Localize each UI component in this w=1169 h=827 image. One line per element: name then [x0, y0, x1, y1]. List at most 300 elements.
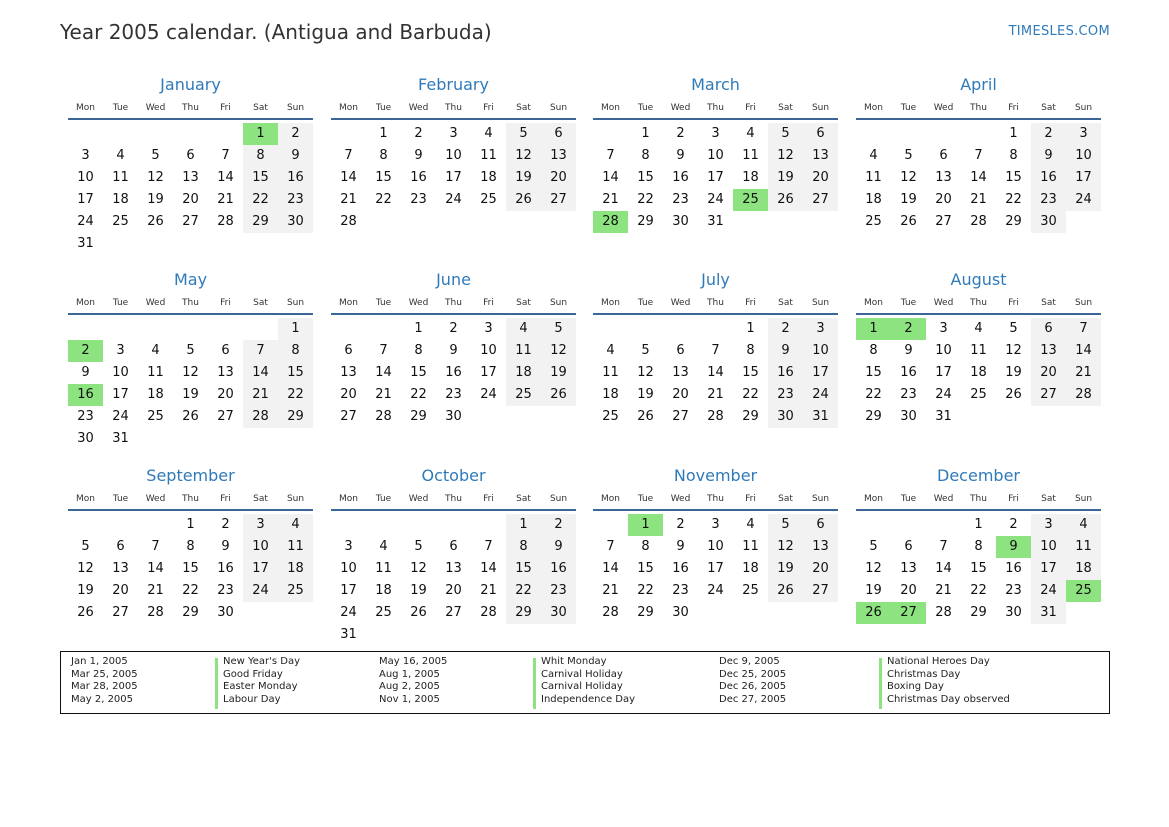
- weekday-label: Mon: [339, 103, 358, 113]
- weekday-label: Thu: [182, 494, 199, 504]
- day-cell: 15: [742, 365, 759, 380]
- day-cell: 18: [602, 387, 619, 402]
- day-cell: 27: [803, 580, 838, 602]
- weekday-label: Tue: [637, 103, 654, 113]
- day-cell: 18: [278, 558, 313, 580]
- empty-cell: [103, 514, 138, 536]
- day-cell: 23: [672, 583, 689, 598]
- weekday-label: Sun: [811, 494, 830, 504]
- weekday-header: [856, 98, 1101, 120]
- day-cell: 16: [278, 167, 313, 189]
- day-cell: 14: [217, 170, 234, 185]
- weekday-label: Thu: [445, 494, 462, 504]
- day-cell: 6: [541, 123, 576, 145]
- month-name: October: [421, 466, 486, 485]
- weekday-label: Sat: [778, 103, 793, 113]
- day-cell: 15: [182, 561, 199, 576]
- day-cell: 31: [935, 409, 952, 424]
- holiday-day-cell: 2: [68, 340, 103, 362]
- day-cell: 29: [506, 602, 541, 624]
- day-cell: 9: [768, 340, 803, 362]
- day-cell: 23: [541, 580, 576, 602]
- weekday-label: Sun: [1074, 298, 1093, 308]
- day-cell: 4: [379, 539, 388, 554]
- holiday-name: Christmas Day: [887, 668, 961, 680]
- day-cell: 22: [865, 387, 882, 402]
- day-cell: 19: [541, 362, 576, 384]
- holiday-color-bar: [533, 658, 536, 709]
- holiday-dates-column: [71, 656, 138, 706]
- day-cell: 24: [803, 384, 838, 406]
- day-cell: 28: [217, 214, 234, 229]
- weekday-header: [856, 293, 1101, 315]
- day-cell: 18: [112, 192, 129, 207]
- day-cell: 21: [970, 192, 987, 207]
- weekday-label: Tue: [112, 494, 129, 504]
- day-cell: 17: [1031, 558, 1066, 580]
- day-cell: 12: [182, 365, 199, 380]
- day-cell: 27: [803, 189, 838, 211]
- weekday-label: Thu: [707, 494, 724, 504]
- month-february: [331, 74, 576, 233]
- day-cell: 7: [974, 148, 983, 163]
- day-grid: [68, 120, 313, 255]
- day-cell: 5: [151, 148, 160, 163]
- day-cell: 3: [81, 148, 90, 163]
- day-cell: 5: [1009, 321, 1018, 336]
- day-cell: 31: [1031, 602, 1066, 624]
- day-cell: 3: [449, 126, 458, 141]
- day-cell: 28: [147, 605, 164, 620]
- day-cell: 17: [707, 561, 724, 576]
- day-cell: 6: [1031, 318, 1066, 340]
- empty-cell: [208, 318, 243, 340]
- day-cell: 7: [1066, 318, 1101, 340]
- day-cell: 2: [768, 318, 803, 340]
- day-cell: 10: [243, 536, 278, 558]
- day-cell: 18: [865, 192, 882, 207]
- day-cell: 16: [900, 365, 917, 380]
- day-cell: 21: [340, 192, 357, 207]
- day-grid: [856, 511, 1101, 624]
- day-cell: 7: [151, 539, 160, 554]
- day-cell: 7: [606, 539, 615, 554]
- weekday-label: Tue: [112, 298, 129, 308]
- day-cell: 22: [637, 583, 654, 598]
- weekday-label: Mon: [601, 103, 620, 113]
- empty-cell: [243, 318, 278, 340]
- holiday-date: Mar 25, 2005: [71, 668, 138, 680]
- empty-cell: [698, 318, 733, 340]
- weekday-label: Wed: [145, 494, 166, 504]
- day-cell: 7: [484, 539, 493, 554]
- weekday-label: Sat: [778, 298, 793, 308]
- day-cell: 25: [480, 192, 497, 207]
- holiday-day-cell: 25: [733, 189, 768, 211]
- day-cell: 24: [112, 409, 129, 424]
- day-cell: 1: [379, 126, 388, 141]
- day-cell: 23: [672, 192, 689, 207]
- day-cell: 21: [480, 583, 497, 598]
- day-cell: 18: [742, 170, 759, 185]
- day-cell: 26: [506, 189, 541, 211]
- day-cell: 29: [243, 211, 278, 233]
- weekday-label: Tue: [637, 298, 654, 308]
- day-cell: 1: [1009, 126, 1018, 141]
- weekday-label: Sat: [516, 298, 531, 308]
- day-cell: 28: [480, 605, 497, 620]
- holiday-date: Dec 25, 2005: [719, 668, 787, 680]
- day-cell: 30: [672, 605, 689, 620]
- day-cell: 9: [81, 365, 90, 380]
- weekday-label: Fri: [745, 494, 756, 504]
- day-cell: 24: [707, 583, 724, 598]
- day-cell: 24: [77, 214, 94, 229]
- holiday-date: May 2, 2005: [71, 693, 134, 705]
- day-cell: 4: [869, 148, 878, 163]
- day-cell: 28: [707, 409, 724, 424]
- day-cell: 26: [768, 189, 803, 211]
- day-cell: 16: [768, 362, 803, 384]
- holiday-day-cell: 26: [856, 602, 891, 624]
- weekday-label: Sat: [1041, 103, 1056, 113]
- empty-cell: [68, 514, 103, 536]
- day-cell: 5: [869, 539, 878, 554]
- weekday-header: [856, 489, 1101, 511]
- weekday-label: Wed: [670, 103, 691, 113]
- holiday-name: Easter Monday: [223, 681, 298, 693]
- holiday-date: Dec 9, 2005: [719, 656, 780, 667]
- day-cell: 9: [278, 145, 313, 167]
- day-cell: 28: [970, 214, 987, 229]
- weekday-label: Fri: [483, 494, 494, 504]
- day-cell: 8: [746, 343, 755, 358]
- day-cell: 1: [746, 321, 755, 336]
- day-cell: 9: [676, 539, 685, 554]
- day-cell: 30: [900, 409, 917, 424]
- day-cell: 2: [676, 126, 685, 141]
- holiday-date: Mar 28, 2005: [71, 681, 138, 693]
- weekday-label: Mon: [864, 298, 883, 308]
- day-cell: 22: [410, 387, 427, 402]
- month-name: July: [701, 270, 730, 289]
- weekday-label: Mon: [76, 494, 95, 504]
- day-cell: 21: [935, 583, 952, 598]
- day-cell: 18: [147, 387, 164, 402]
- calendar-grid: [68, 74, 1102, 644]
- day-cell: 30: [672, 214, 689, 229]
- day-cell: 14: [707, 365, 724, 380]
- day-cell: 1: [974, 517, 983, 532]
- day-cell: 21: [147, 583, 164, 598]
- holiday-name: New Year's Day: [223, 656, 301, 667]
- weekday-label: Sat: [253, 103, 268, 113]
- weekday-label: Mon: [601, 298, 620, 308]
- weekday-label: Sun: [811, 298, 830, 308]
- day-cell: 25: [375, 605, 392, 620]
- month-november: [593, 465, 838, 624]
- weekday-label: Tue: [637, 494, 654, 504]
- day-grid: [856, 120, 1101, 233]
- day-cell: 8: [506, 536, 541, 558]
- weekday-label: Fri: [1008, 298, 1019, 308]
- weekday-label: Wed: [933, 103, 954, 113]
- day-cell: 6: [449, 539, 458, 554]
- day-cell: 22: [637, 192, 654, 207]
- day-cell: 27: [340, 409, 357, 424]
- day-cell: 11: [742, 539, 759, 554]
- month-name: June: [436, 270, 471, 289]
- weekday-label: Mon: [76, 103, 95, 113]
- day-cell: 5: [904, 148, 913, 163]
- day-cell: 31: [340, 627, 357, 642]
- empty-cell: [926, 123, 961, 145]
- day-cell: 21: [602, 192, 619, 207]
- day-grid: [856, 315, 1101, 428]
- day-cell: 6: [186, 148, 195, 163]
- empty-cell: [173, 123, 208, 145]
- empty-cell: [68, 123, 103, 145]
- day-cell: 23: [1031, 189, 1066, 211]
- day-cell: 4: [606, 343, 615, 358]
- day-cell: 14: [970, 170, 987, 185]
- day-cell: 20: [340, 387, 357, 402]
- day-cell: 24: [480, 387, 497, 402]
- day-cell: 31: [77, 236, 94, 251]
- day-cell: 16: [1005, 561, 1022, 576]
- day-cell: 17: [707, 170, 724, 185]
- day-cell: 25: [506, 384, 541, 406]
- weekday-label: Sat: [253, 494, 268, 504]
- day-cell: 13: [445, 561, 462, 576]
- weekday-label: Sun: [811, 103, 830, 113]
- day-cell: 4: [278, 514, 313, 536]
- day-cell: 18: [506, 362, 541, 384]
- day-cell: 9: [1031, 145, 1066, 167]
- month-name: December: [937, 466, 1020, 485]
- day-cell: 31: [803, 406, 838, 428]
- day-cell: 7: [606, 148, 615, 163]
- weekday-label: Wed: [670, 494, 691, 504]
- day-cell: 17: [112, 387, 129, 402]
- day-grid: [68, 511, 313, 624]
- day-cell: 8: [641, 148, 650, 163]
- weekday-label: Fri: [220, 298, 231, 308]
- day-cell: 26: [410, 605, 427, 620]
- day-cell: 2: [449, 321, 458, 336]
- day-cell: 3: [243, 514, 278, 536]
- empty-cell: [173, 318, 208, 340]
- holiday-date: May 16, 2005: [379, 656, 448, 667]
- empty-cell: [68, 318, 103, 340]
- weekday-label: Fri: [745, 103, 756, 113]
- day-cell: 22: [182, 583, 199, 598]
- day-cell: 24: [1066, 189, 1101, 211]
- day-cell: 9: [414, 148, 423, 163]
- day-cell: 8: [974, 539, 983, 554]
- weekday-label: Sun: [549, 298, 568, 308]
- day-cell: 23: [900, 387, 917, 402]
- empty-cell: [926, 514, 961, 536]
- day-cell: 16: [541, 558, 576, 580]
- day-cell: 13: [803, 536, 838, 558]
- weekday-label: Fri: [483, 298, 494, 308]
- day-cell: 27: [217, 409, 234, 424]
- day-cell: 27: [541, 189, 576, 211]
- month-september: [68, 465, 313, 624]
- empty-cell: [593, 514, 628, 536]
- holiday-day-cell: 1: [856, 318, 891, 340]
- day-cell: 2: [221, 517, 230, 532]
- empty-cell: [891, 123, 926, 145]
- day-cell: 10: [803, 340, 838, 362]
- day-cell: 5: [506, 123, 541, 145]
- day-cell: 19: [147, 192, 164, 207]
- day-cell: 26: [182, 409, 199, 424]
- month-name: January: [160, 75, 221, 94]
- day-cell: 13: [112, 561, 129, 576]
- day-cell: 10: [77, 170, 94, 185]
- day-cell: 5: [768, 514, 803, 536]
- day-cell: 20: [900, 583, 917, 598]
- weekday-label: Sat: [516, 103, 531, 113]
- day-cell: 10: [935, 343, 952, 358]
- day-cell: 25: [742, 583, 759, 598]
- day-cell: 27: [112, 605, 129, 620]
- day-cell: 21: [217, 192, 234, 207]
- day-cell: 4: [116, 148, 125, 163]
- weekday-label: Thu: [970, 103, 987, 113]
- day-cell: 15: [637, 561, 654, 576]
- day-cell: 8: [641, 539, 650, 554]
- day-cell: 11: [506, 340, 541, 362]
- day-cell: 28: [243, 406, 278, 428]
- month-october: [331, 465, 576, 646]
- month-january: [68, 74, 313, 255]
- empty-cell: [103, 318, 138, 340]
- holiday-date: Nov 1, 2005: [379, 693, 440, 705]
- day-cell: 3: [711, 126, 720, 141]
- empty-cell: [401, 514, 436, 536]
- weekday-label: Tue: [900, 298, 917, 308]
- holiday-day-cell: 2: [891, 318, 926, 340]
- weekday-label: Tue: [375, 494, 392, 504]
- weekday-label: Mon: [339, 494, 358, 504]
- day-cell: 27: [672, 409, 689, 424]
- day-cell: 21: [707, 387, 724, 402]
- day-cell: 14: [1066, 340, 1101, 362]
- day-cell: 30: [1031, 211, 1066, 233]
- weekday-label: Tue: [375, 298, 392, 308]
- day-cell: 11: [112, 170, 129, 185]
- day-cell: 18: [742, 561, 759, 576]
- day-cell: 14: [602, 170, 619, 185]
- day-cell: 24: [445, 192, 462, 207]
- day-cell: 27: [935, 214, 952, 229]
- day-cell: 8: [278, 340, 313, 362]
- empty-cell: [628, 318, 663, 340]
- day-cell: 12: [1005, 343, 1022, 358]
- holiday-color-bar: [215, 658, 218, 709]
- day-cell: 30: [77, 431, 94, 446]
- day-cell: 3: [803, 318, 838, 340]
- day-cell: 29: [970, 605, 987, 620]
- weekday-label: Sun: [549, 103, 568, 113]
- day-cell: 18: [1066, 558, 1101, 580]
- month-june: [331, 269, 576, 428]
- day-cell: 19: [637, 387, 654, 402]
- day-cell: 18: [970, 365, 987, 380]
- day-cell: 12: [147, 170, 164, 185]
- day-cell: 13: [900, 561, 917, 576]
- day-cell: 8: [243, 145, 278, 167]
- day-cell: 13: [182, 170, 199, 185]
- day-cell: 9: [541, 536, 576, 558]
- site-link[interactable]: TIMESLES.COM: [1008, 24, 1110, 39]
- empty-cell: [366, 318, 401, 340]
- day-cell: 12: [768, 145, 803, 167]
- day-cell: 9: [221, 539, 230, 554]
- holiday-date: Dec 26, 2005: [719, 681, 787, 693]
- weekday-label: Wed: [408, 298, 429, 308]
- day-cell: 7: [221, 148, 230, 163]
- day-cell: 14: [243, 362, 278, 384]
- day-cell: 19: [900, 192, 917, 207]
- day-cell: 19: [77, 583, 94, 598]
- day-cell: 11: [147, 365, 164, 380]
- day-cell: 25: [865, 214, 882, 229]
- empty-cell: [138, 514, 173, 536]
- day-cell: 26: [768, 580, 803, 602]
- day-cell: 13: [803, 145, 838, 167]
- weekday-label: Thu: [707, 298, 724, 308]
- day-cell: 20: [112, 583, 129, 598]
- day-cell: 6: [116, 539, 125, 554]
- day-cell: 19: [410, 583, 427, 598]
- month-december: [856, 465, 1101, 624]
- day-cell: 13: [340, 365, 357, 380]
- holiday-name: Whit Monday: [541, 656, 607, 667]
- month-name: September: [146, 466, 235, 485]
- day-cell: 13: [672, 365, 689, 380]
- day-cell: 29: [278, 406, 313, 428]
- day-cell: 12: [637, 365, 654, 380]
- day-cell: 17: [445, 170, 462, 185]
- holiday-dates-column: [719, 656, 786, 706]
- holiday-name: Boxing Day: [887, 681, 944, 693]
- weekday-label: Wed: [145, 103, 166, 113]
- day-cell: 3: [711, 517, 720, 532]
- holiday-name: National Heroes Day: [887, 656, 990, 667]
- day-cell: 21: [602, 583, 619, 598]
- day-cell: 6: [904, 539, 913, 554]
- day-cell: 9: [449, 343, 458, 358]
- day-cell: 3: [1031, 514, 1066, 536]
- holiday-date: Aug 2, 2005: [379, 681, 440, 693]
- weekday-header: [68, 98, 313, 120]
- weekday-label: Thu: [445, 103, 462, 113]
- day-cell: 28: [340, 214, 357, 229]
- day-cell: 2: [1009, 517, 1018, 532]
- day-cell: 20: [672, 387, 689, 402]
- month-august: [856, 269, 1101, 428]
- day-cell: 5: [768, 123, 803, 145]
- day-cell: 1: [278, 318, 313, 340]
- weekday-label: Wed: [145, 298, 166, 308]
- day-cell: 30: [768, 406, 803, 428]
- day-cell: 30: [445, 409, 462, 424]
- holiday-names-column: [223, 656, 300, 706]
